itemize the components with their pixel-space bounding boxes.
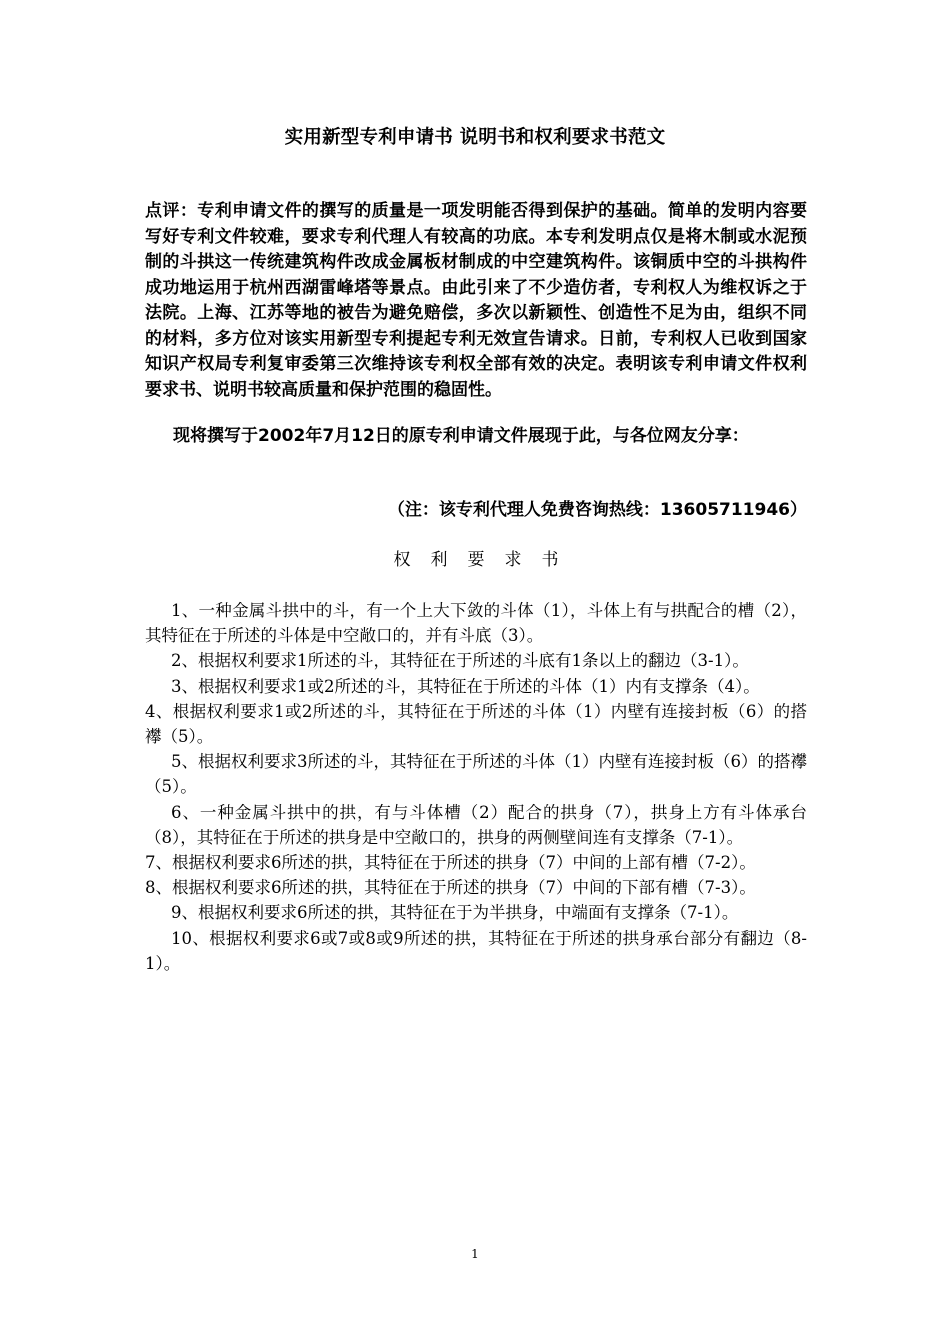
hotline-note: （注：该专利代理人免费咨询热线：13605711946） bbox=[387, 500, 807, 520]
claims-heading: 权利要求书 bbox=[393, 550, 579, 570]
claim-item-9: 9、根据权利要求6所述的拱，其特征在于为半拱身，中端面有支撑条（7-1）。 bbox=[171, 903, 739, 923]
claim-item-1: 1、一种金属斗拱中的斗，有一个上大下敛的斗体（1），斗体上有与拱配合的槽（2），其特征在于所述的斗体是中空敞口的，并有斗底（3）。 bbox=[145, 601, 807, 646]
claim-item-5: 5、根据权利要求3所述的斗，其特征在于所述的斗体（1）内壁有连接封板（6）的搭襻（5）。 bbox=[145, 752, 807, 797]
claim-item-6: 6、一种金属斗拱中的拱，有与斗体槽（2）配合的拱身（7），拱身上方有斗体承台（8），其特征在于所述的拱身是中空敞口的，拱身的两侧壁间连有支撑条（7-1）。 bbox=[145, 802, 807, 847]
claims-list bbox=[145, 598, 807, 976]
claim-item-2: 2、根据权利要求1所述的斗，其特征在于所述的斗底有1条以上的翻边（3-1）。 bbox=[171, 651, 749, 671]
claim-item-4: 4、根据权利要求1或2所述的斗，其特征在于所述的斗体（1）内壁有连接封板（6）的搭襻（5）。 bbox=[145, 701, 807, 747]
document-title: 实用新型专利申请书 说明书和权利要求书范文 bbox=[284, 127, 666, 148]
claim-item-3: 3、根据权利要求1或2所述的斗，其特征在于所述的斗体（1）内有支撑条（4）。 bbox=[171, 676, 760, 696]
intro-paragraph: 现将撰写于2002年7月12日的原专利申请文件展现于此，与各位网友分享： bbox=[173, 426, 749, 446]
claim-item-10: 10、根据权利要求6或7或8或9所述的拱，其特征在于所述的拱身承台部分有翻边（8-1）。 bbox=[145, 928, 807, 973]
claim-item-8: 8、根据权利要求6所述的拱，其特征在于所述的拱身（7）中间的下部有槽（7-3）。 bbox=[145, 878, 756, 898]
page-number: 1 bbox=[471, 1247, 479, 1261]
claim-item-7: 7、根据权利要求6所述的拱，其特征在于所述的拱身（7）中间的上部有槽（7-2）。 bbox=[145, 853, 756, 873]
comment-paragraph: 点评：专利申请文件的撰写的质量是一项发明能否得到保护的基础。简单的发明内容要写好专利文件较难，要求专利代理人有较高的功底。本专利发明点仅是将木制或水泥预制的斗拱这一传统建筑构件改成金属板材制成的中空建筑构件。该铜质中空的斗拱构件成功地运用于杭州西湖雷峰塔等景点。由此引来了不少造仿者，专利权人为维权诉之于法院。上海、江苏等地的被告为避免赔偿，多次以新颖性、创造性不足为由，组织不同的材料，多方位对该实用新型专利提起专利无效宣告请求。日前，专利权人已收到国家知识产权局专利复审委第三次维持该专利权全部有效的决定。表明该专利申请文件权利要求书、说明书较高质量和保护范围的稳固性。 bbox=[145, 201, 807, 400]
